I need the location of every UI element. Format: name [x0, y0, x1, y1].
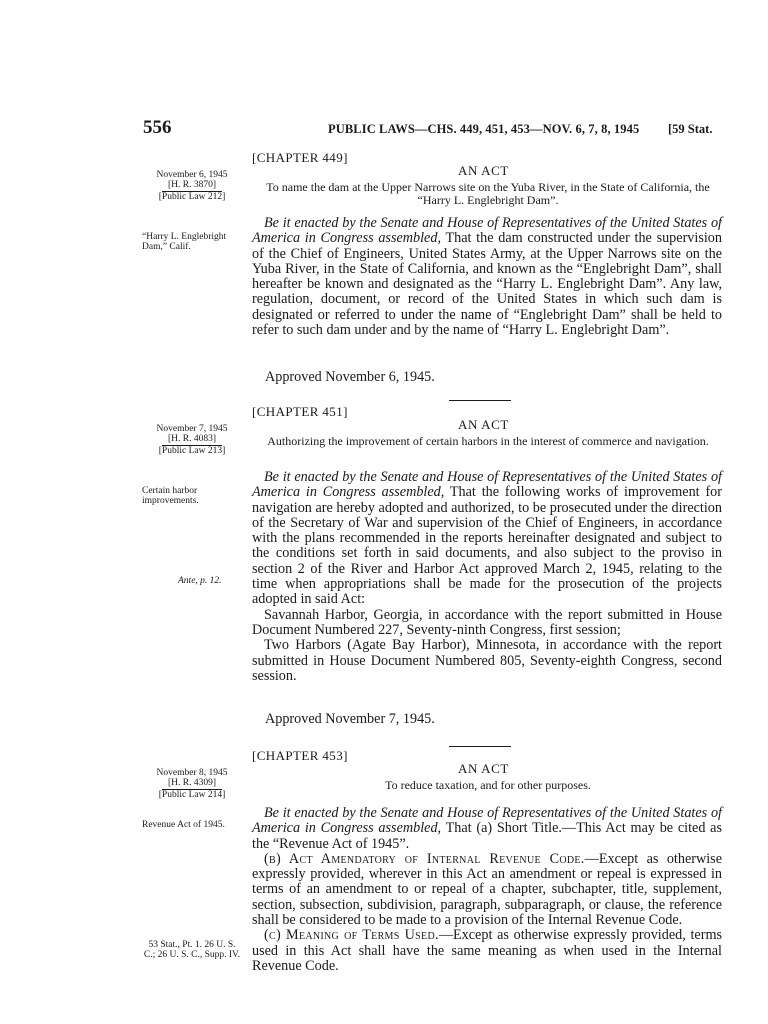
paragraph-text: —Except as otherwise expressly provided, wherever in this Act an amendment or repeal is expressed in terms of an amendment to or repeal of a chapter, subchapter, title, supplement, section, subsection, subdivision, paragraph, subparagraph, or clause, the reference shall be considered to be made to a provision of the Internal Revenue Code. [252, 850, 722, 929]
margin-law: [Public Law 212] [158, 192, 226, 202]
side-note-citation: 53 Stat., Pt. 1. 26 U. S. C.; 26 U. S. C., Supp. IV. [143, 940, 241, 960]
enacting-clause: Be it enacted by the Senate and House of Representatives of the United States of America in Congress assembled, [252, 215, 722, 247]
section-rule [449, 400, 511, 401]
section-rule [449, 746, 511, 747]
margin-law: [Public Law 214] [158, 790, 226, 800]
act-heading: AN ACT [458, 417, 509, 432]
act-text: That (a) Short Title.—This Act may be cited as the “Revenue Act of 1945”. [252, 820, 722, 852]
page-number: 556 [143, 117, 172, 138]
margin-bill: [H. R. 3870] [162, 180, 222, 192]
act-purpose: To reduce taxation, and for other purposes. [385, 778, 591, 792]
act-heading: AN ACT [458, 761, 509, 776]
act-purpose: To name the dam at the Upper Narrows site on the Yuba River, in the State of California, the “Harry L. Englebright Dam”. [266, 180, 710, 207]
margin-date: November 8, 1945 [156, 768, 228, 778]
page-header [0, 0, 768, 138]
list-item: Two Harbors (Agate Bay Harbor), Minnesota, in accordance with the report submitted in House Document Numbered 805, Seventy-eighth Congress, second session. [252, 637, 722, 684]
running-head: PUBLIC LAWS—CHS. 449, 451, 453—NOV. 6, 7, 8, 1945 [328, 122, 640, 136]
act-body [252, 806, 722, 974]
enacting-clause: Be it enacted by the Senate and House of Representatives of the United States of America in Congress assembled, [252, 469, 722, 501]
chapter-label: [CHAPTER 451] [252, 404, 348, 419]
margin-citation [140, 170, 244, 202]
act-purpose: Authorizing the improvement of certain harbors in the interest of commerce and navigation. [267, 434, 709, 448]
approval-line: Approved November 7, 1945. [265, 711, 435, 727]
paragraph-text: —Except as otherwise expressly provided, terms used in this Act shall have the same meaning as when used in the Internal Revenue Code. [252, 927, 722, 974]
margin-citation [140, 768, 244, 800]
margin-date: November 7, 1945 [156, 424, 228, 434]
side-note: Certain harbor improvements. [142, 486, 199, 506]
act-body [252, 216, 722, 338]
act-heading: AN ACT [458, 163, 509, 178]
margin-bill: [H. R. 4309] [162, 778, 222, 790]
paragraph-heading: (c) Meaning of Terms Used. [264, 927, 439, 944]
act-text: That the following works of improvement for navigation are hereby adopted and authorized, to be prosecuted under the direction of the Secretary of War and supervision of the Chief of Engineers, in accordance with the plans recommended in the reports hereinafter designated and subject to the conditions set forth in said documents, and also subject to the proviso in section 2 of the River and Harbor Act approved March 2, 1945, relating to the time when appropriations shall be made for the prosecution of the projects adopted in said Act: [252, 484, 722, 608]
approval-line: Approved November 6, 1945. [265, 369, 435, 385]
side-note-ante: Ante, p. 12. [178, 576, 222, 586]
chapter-label: [CHAPTER 453] [252, 748, 348, 763]
list-item: Savannah Harbor, Georgia, in accordance with the report submitted in House Document Numbered 227, Seventy-ninth Congress, first session; [252, 606, 722, 638]
margin-citation [140, 424, 244, 456]
side-note: Revenue Act of 1945. [142, 820, 225, 830]
margin-bill: [H. R. 4083] [162, 434, 222, 446]
margin-date: November 6, 1945 [156, 170, 228, 180]
enacting-clause: Be it enacted by the Senate and House of Representatives of the United States of America in Congress assembled, [252, 805, 722, 837]
margin-law: [Public Law 213] [158, 446, 226, 456]
act-body [252, 470, 722, 684]
paragraph-heading: (b) Act Amendatory of Internal Revenue Code. [264, 850, 585, 867]
side-note: “Harry L. Englebright Dam,” Calif. [142, 232, 227, 252]
act-text: That the dam constructed under the supervision of the Chief of Engineers, United States Army, at the Upper Narrows site on the Yuba River, in the State of California, and known as the “Englebright Dam”, shall hereafter be known and designated as the “Harry L. Englebright Dam”. Any law, regulation, document, or record of the United States in which such dam is designated or referred to under the name of “Englebright Dam” shall be held to refer to such dam under and by the name of “Harry L. Englebright Dam”. [252, 230, 722, 339]
chapter-label: [CHAPTER 449] [252, 150, 348, 165]
statute-reference: [59 Stat. [668, 122, 713, 136]
